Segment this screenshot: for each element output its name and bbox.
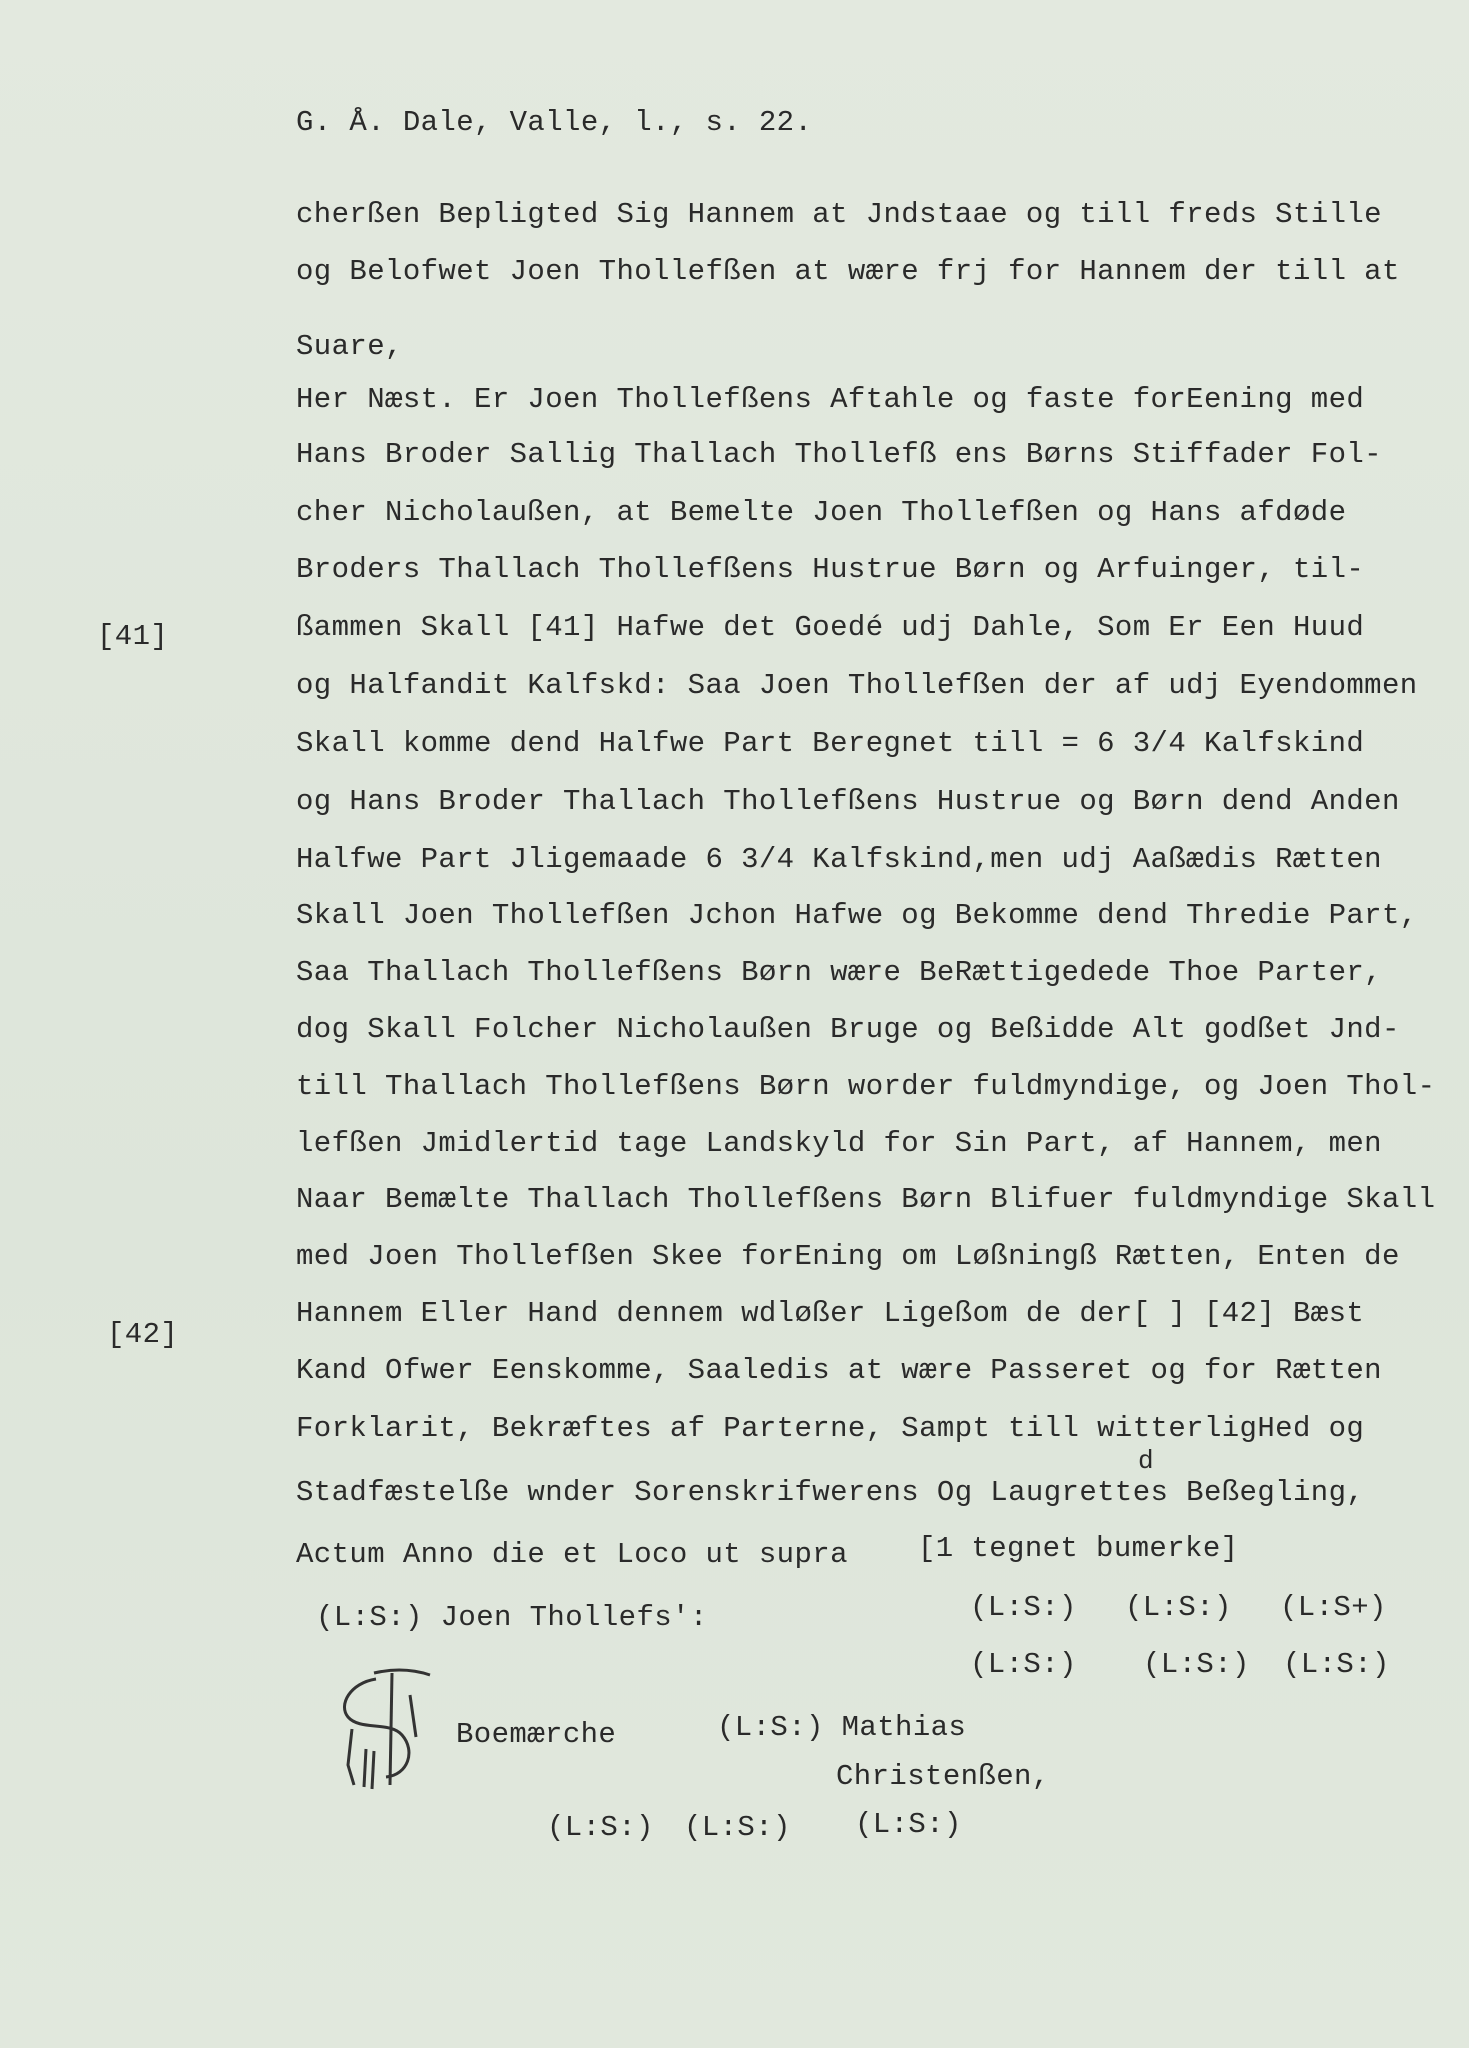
bumerke-note: [1 tegnet bumerke]	[918, 1532, 1239, 1565]
text-line: Naar Bemælte Thallach Thollefßens Børn Blifuer fuldmyndige Skall	[296, 1183, 1436, 1216]
seal: (L:S:)	[1125, 1591, 1232, 1624]
signature-joen: (L:S:) Joen Thollefs':	[316, 1601, 708, 1634]
boemaerche-label: Boemærche	[456, 1718, 617, 1751]
text-line: og Hans Broder Thallach Thollefßens Hustrue og Børn dend Anden	[296, 785, 1400, 818]
seal: (L:S:)	[1283, 1648, 1390, 1681]
text-line: Broders Thallach Thollefßens Hustrue Børn og Arfuinger, til-	[296, 553, 1365, 586]
text-line: Skall Joen Thollefßen Jchon Hafwe og Bekomme dend Thredie Part,	[296, 899, 1418, 932]
seal: (L:S:)	[855, 1808, 962, 1841]
superscript-d: d	[1138, 1446, 1155, 1476]
text-line: med Joen Thollefßen Skee forEning om Løßningß Rætten, Enten de	[296, 1240, 1400, 1273]
text-line: og Halfandit Kalfskd: Saa Joen Thollefßen der af udj Eyendommen	[296, 669, 1418, 702]
text-line: ßammen Skall [41] Hafwe det Goedé udj Dahle, Som Er Een Huud	[296, 611, 1365, 644]
text-line: Halfwe Part Jligemaade 6 3/4 Kalfskind,men udj Aaßædis Rætten	[296, 843, 1382, 876]
seal: (L:S:)	[970, 1591, 1077, 1624]
text-line: Hannem Eller Hand dennem wdløßer Ligeßom de der[ ] [42] Bæst	[296, 1297, 1365, 1330]
text-line: Stadfæstelße wnder Sorenskrifwerens Og Laugrettes Beßegling,	[296, 1476, 1365, 1509]
text-line: Her Næst. Er Joen Thollefßens Aftahle og faste forEening med	[296, 383, 1365, 416]
text-line: Saa Thallach Thollefßens Børn wære BeRættigedede Thoe Parter,	[296, 956, 1382, 989]
text-line: till Thallach Thollefßens Børn worder fuldmyndige, og Joen Thol-	[296, 1070, 1436, 1103]
text-line: Kand Ofwer Eenskomme, Saaledis at wære Passeret og for Rætten	[296, 1354, 1382, 1387]
text-line: Suare,	[296, 330, 403, 363]
house-mark-icon	[330, 1665, 450, 1795]
signature-christensen: Christenßen,	[836, 1760, 1050, 1793]
seal: (L:S:)	[684, 1811, 791, 1844]
margin-note: [42]	[107, 1318, 179, 1351]
margin-note: [41]	[97, 620, 169, 653]
text-line: cher Nicholaußen, at Bemelte Joen Thollefßen og Hans afdøde	[296, 496, 1347, 529]
text-line: Skall komme dend Halfwe Part Beregnet till = 6 3/4 Kalfskind	[296, 727, 1365, 760]
document-header: G. Å. Dale, Valle, l., s. 22.	[296, 106, 813, 139]
text-line: dog Skall Folcher Nicholaußen Bruge og Beßidde Alt godßet Jnd-	[296, 1013, 1400, 1046]
text-line: lefßen Jmidlertid tage Landskyld for Sin Part, af Hannem, men	[296, 1127, 1382, 1160]
seal: (L:S:)	[970, 1648, 1077, 1681]
text-line: Actum Anno die et Loco ut supra	[296, 1538, 848, 1571]
seal: (L:S+)	[1280, 1591, 1387, 1624]
signature-mathias: (L:S:) Mathias	[717, 1711, 967, 1744]
text-line: Hans Broder Sallig Thallach Thollefß ens Børns Stiffader Fol-	[296, 438, 1382, 471]
text-line: cherßen Bepligted Sig Hannem at Jndstaae og till freds Stille	[296, 198, 1382, 231]
seal: (L:S:)	[1143, 1648, 1250, 1681]
text-line: og Belofwet Joen Thollefßen at wære frj for Hannem der till at	[296, 255, 1400, 288]
seal: (L:S:)	[547, 1811, 654, 1844]
text-line: Forklarit, Bekræftes af Parterne, Sampt till witterligHed og	[296, 1412, 1365, 1445]
